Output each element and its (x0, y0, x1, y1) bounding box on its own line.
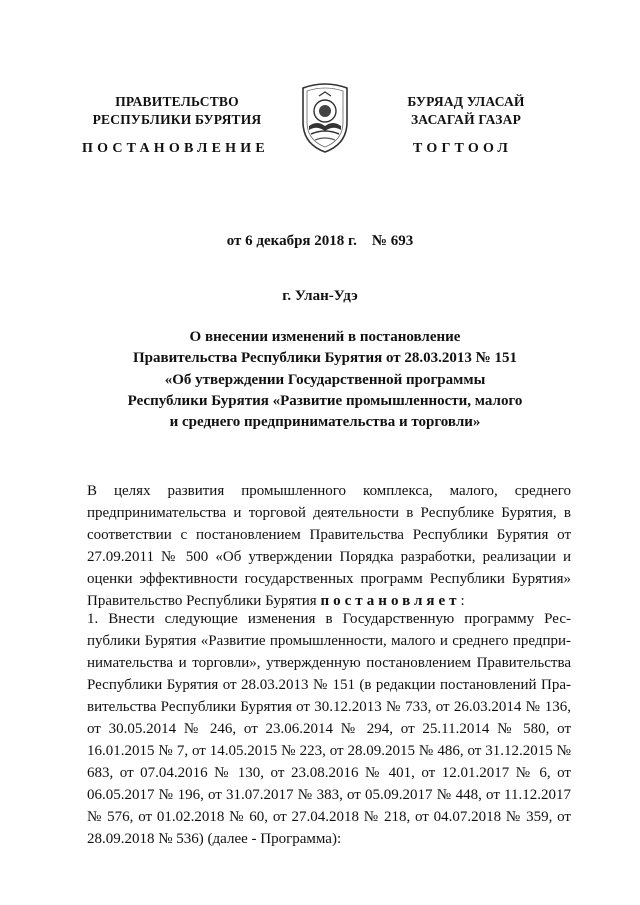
issuer-bua-line1: БУРЯАД УЛАСАЙ (407, 94, 525, 109)
title-line: «Об утверждении Государственной программы (164, 371, 486, 388)
issuer-bua-line2: ЗАСАГАЙ ГАЗАР (410, 112, 522, 127)
date-number: от 6 декабря 2018 г. № 693 (226, 233, 414, 249)
issuer-bua (380, 93, 552, 129)
preamble-end: : (460, 593, 465, 609)
document-title (80, 327, 570, 433)
coat-of-arms-icon (297, 82, 353, 154)
item-1-text: 1. Внести следующие изменения в Государственную программу Рес-публики Бурятия «Развитие промышленности, малого и среднего предпри-нимательства и торговли», утвержденную постановлением Правительства Республики Бурятия от 28.03.2013 № 151 (в редакции постановлений Пра-вительства Республики Бурятия от 30.12.2013 № 733, от 26.03.2014 № 136, от 30.05.2014 № 246, от 23.06.2014 № 294, от 25.11.2014 № 580, от 16.01.2015 № 7, от 14.05.2015 № 223, от 28.09.2015 № 486, от 31.12.2015 № 683, от 07.04.2016 № 130, от 23.08.2016 № 401, от 12.01.2017 № 6, от 06.05.2017 № 196, от 31.07.2017 № 383, от 05.09.2017 № 448, от 11.12.2017 № 576, от 01.02.2018 № 60, от 27.04.2018 № 218, от 04.07.2018 № 359, от 28.09.2018 № 536) (далее - Программа): (87, 611, 571, 847)
title-line: Правительства Республики Бурятия от 28.03.2013 № 151 (132, 350, 517, 367)
issuer-ru (82, 93, 272, 129)
doc-type-bua: ТОГТООЛ (413, 141, 513, 156)
title-line: О внесении изменений в постановление (189, 329, 461, 345)
preamble-text: В целях развития промышленного комплекса, малого, среднего предпринимательства и торговой деятельности в Республике Бурятия, в соответствии с постановлением Правительства Республики Бурятия от 27.09.2011 № 500 «Об утверждении Порядка разработки, реализации и оценки эффективности государственных программ Республики Бурятия» Правительство Республики Бурятия (87, 483, 571, 609)
issuer-ru-line1: ПРАВИТЕЛЬСТВО (115, 94, 239, 109)
title-line: и среднего предпринимательства и торговли» (169, 414, 481, 431)
resolves-word: постановляет (320, 593, 461, 609)
city: г. Улан-Удэ (282, 288, 358, 304)
preamble-paragraph (87, 480, 571, 612)
item-1-paragraph (87, 608, 571, 850)
title-line: Республики Бурятия «Развитие промышленности, малого (127, 392, 523, 409)
issuer-ru-line2: РЕСПУБЛИКИ БУРЯТИЯ (92, 112, 262, 127)
doc-type-ru: ПОСТАНОВЛЕНИЕ (82, 141, 269, 156)
